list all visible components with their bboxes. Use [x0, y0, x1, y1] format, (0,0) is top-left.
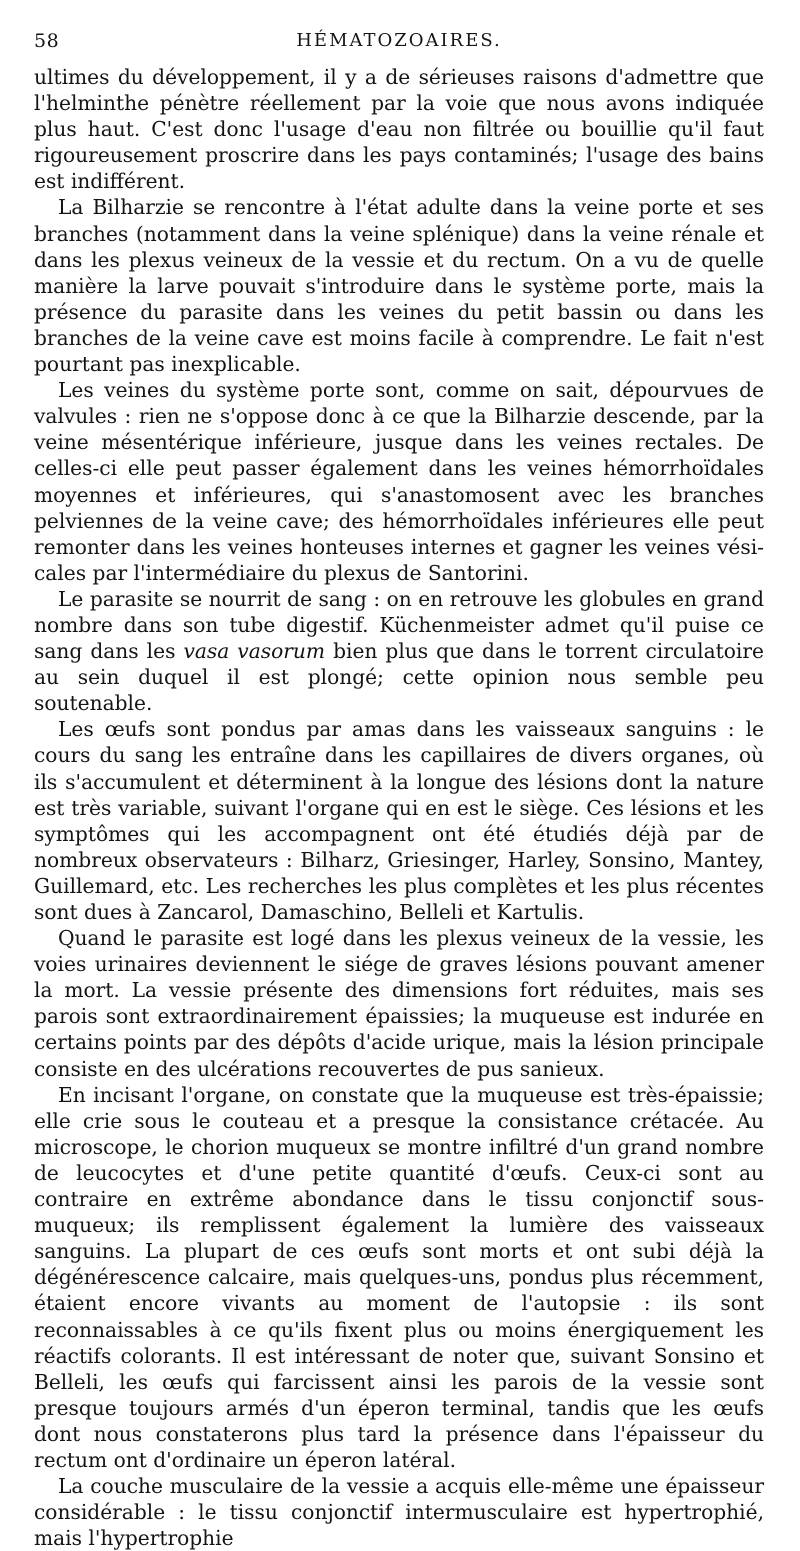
paragraph-eggs: Les œufs sont pondus par amas dans les vaisseaux sanguins : le cours du sang les entraîne dans les capillaires de divers organes, où ils s'accumulent et déterminent à la longue des lésions dont la nature est très variable, suivant l'organe qui en est le siège. Ces lésions et les symptômes qui les accompagnent ont été étudiés déjà par de nombreux observateurs : Bilharz, Griesinger, Harley, Sonsino, Mantey, Guillemard, etc. Les recherches les plus complètes et les plus récentes sont dues à Zancarol, Damaschino, Belleli et Kartulis.	[34, 717, 764, 924]
paragraph-muscular-layer: La couche musculaire de la vessie a acquis elle-même une épaisseur considérable : le tissu conjonctif intermusculaire est hypertrophié, mais l'hypertrophie	[34, 1474, 764, 1551]
running-title: HÉMATOZOAIRES.	[296, 30, 502, 51]
paragraph-bilharzie-location: La Bilharzie se rencontre à l'état adulte dans la veine porte et ses branches (notamment dans la veine splénique) dans la veine rénale et dans les plexus veineux de la vessie et du rectum. On a vu de quelle manière la larve pouvait s'introduire dans le système porte, mais la présence du parasite dans les veines du petit bassin ou dans les branches de la veine cave est moins facile à comprendre. Le fait n'est pourtant pas inexplicable.	[34, 195, 764, 377]
body-text	[34, 64, 764, 1551]
parasite-text-start: Le parasite se nourrit de sang : on en retrouve les globules en grand nombre dans son tube digestif. Küchenmeister admet qu'il puise ce sang dans les	[34, 586, 764, 664]
paragraph-veins: Les veines du système porte sont, comme on sait, dépourvues de valvules : rien ne s'oppose donc à ce que la Bilharzie descende, par la veine mésentérique inférieure, jusque dans les veines rectales. De celles-ci elle peut passer également dans les veines hémorrhoïdales moyennes et inférieures, qui s'anastomosent avec les branches pelviennes de la veine cave; des hémorrhoïdales inférieures elle peut remonter dans les veines honteuses internes et gagner les veines vésicales par l'intermédiaire du plexus de Santorini.	[34, 378, 764, 585]
paragraph-continuation: ultimes du développement, il y a de sérieuses raisons d'admettre que l'helminthe pénètre réellement par la voie que nous avons indiquée plus haut. C'est donc l'usage d'eau non filtrée ou bouillie qu'il faut rigoureusement proscrire dans les pays contaminés; l'usage des bains est indifférent.	[34, 65, 764, 194]
page-number: 58	[34, 30, 60, 52]
parasite-text-close: cette opinion nous semble peu soutenable.	[34, 665, 764, 716]
running-head	[34, 30, 764, 64]
paragraph-incision: En incisant l'organe, on constate que la muqueuse est très-épaissie; elle crie sous le couteau et a presque la consistance crétacée. Au microscope, le chorion muqueux se montre infiltré d'un grand nombre de leucocytes et d'une petite quantité d'œufs. Ceux-ci sont au contraire en extrême abondance dans le tissu conjonctif sous-muqueux; ils remplissent également la lumière des vaisseaux sanguins. La plupart de ces œufs sont morts et ont subi déjà la dégénérescence calcaire, mais quelques-uns, pondus plus récemment, étaient encore vivants au moment de l'autopsie : ils sont reconnaissables à ce qu'ils fixent plus ou moins énergiquement les réactifs colorants. Il est intéressant de noter que, suivant Sonsino et Belleli, les œufs qui farcissent ainsi les parois de la vessie sont presque toujours armés d'un éperon terminal, tandis que les œufs dont nous constaterons plus tard la présence dans l'épaisseur du rectum ont d'ordinaire un éperon latéral.	[34, 1082, 764, 1472]
paragraph-bladder: Quand le parasite est logé dans les plexus veineux de la vessie, les voies urinaires deviennent le siége de graves lésions pouvant amener la mort. La vessie présente des dimensions fort réduites, mais ses parois sont extraordinairement épaissies; la muqueuse est indurée en certains points par des dépôts d'acide urique, mais la lésion principale consiste en des ulcérations recouvertes de pus sanieux.	[34, 926, 764, 1081]
paragraph-parasite-blood	[34, 586, 764, 716]
vasa-vasorum-term: vasa vasorum	[183, 639, 326, 664]
parasite-text-end: bien plus que dans le torrent circulatoire au sein duquel il est plongé;	[34, 639, 764, 690]
